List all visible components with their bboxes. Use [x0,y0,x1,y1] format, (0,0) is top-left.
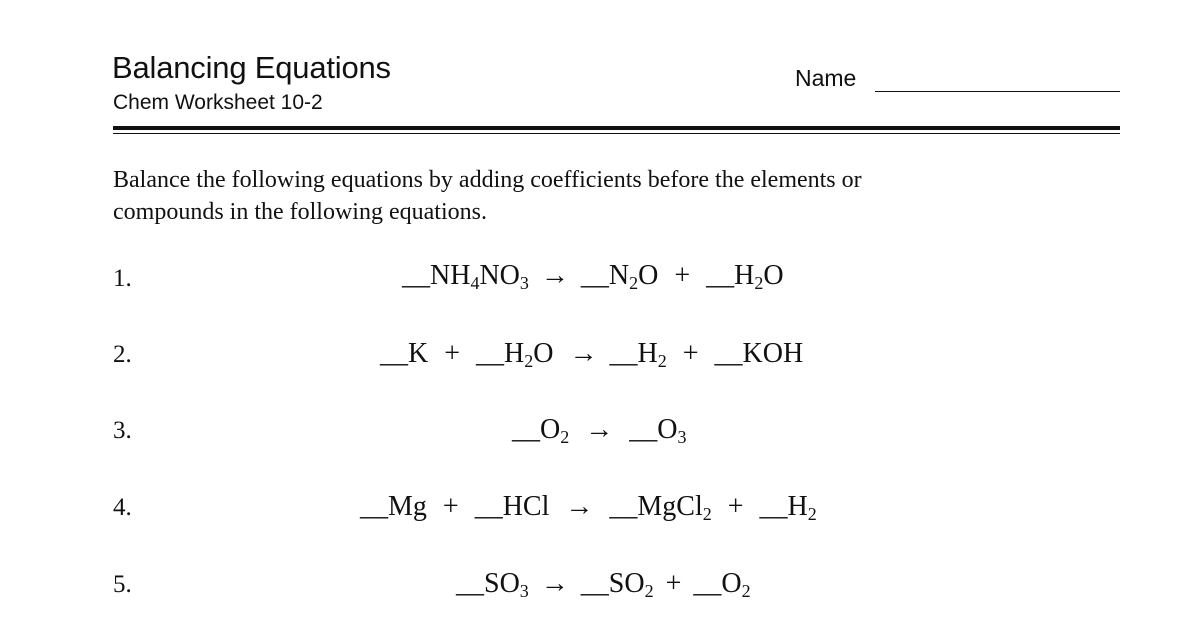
problem-number-5: 5. [113,571,132,598]
problem-number-3: 3. [113,417,132,444]
formula-h2: $H_2$ [637,338,667,371]
coefficient-blank[interactable]: __ [402,260,430,291]
plus-sign: + [727,491,744,522]
coefficient-blank[interactable]: __ [380,338,408,369]
formula-o2: $O_2$ [540,414,570,447]
reaction-arrow: → [540,568,569,599]
reaction-arrow: → [585,414,614,445]
coefficient-blank[interactable]: __ [580,568,609,599]
coefficient-blank[interactable]: __ [693,568,722,599]
coefficient-blank[interactable]: __ [609,491,638,522]
formula-h2o: $H_2O$ [504,338,554,371]
problem-number-4: 4. [113,494,132,521]
plus-sign: + [674,260,691,291]
formula-o3: $O_3$ [657,414,687,447]
worksheet-subtitle: Chem Worksheet 10-2 [113,91,323,114]
reaction-arrow: → [569,338,598,369]
coefficient-blank[interactable]: __ [629,414,658,445]
name-label: Name [795,65,857,91]
coefficient-blank[interactable]: __ [474,491,503,522]
formula-so2: $SO_2$ [608,568,654,601]
coefficient-blank[interactable]: __ [476,338,505,369]
formula-mg: Mg [388,491,427,522]
formula-so3: $SO_3$ [484,568,529,601]
coefficient-blank[interactable]: __ [609,338,638,369]
formula-mgcl2: MgCl$_2$ [637,491,712,524]
formula-hcl: HCl [502,491,550,522]
problem-number-2: 2. [113,341,132,368]
formula-n2o: $N_2O$ [608,260,659,293]
plus-sign: + [682,338,699,369]
coefficient-blank[interactable]: __ [456,568,484,599]
reaction-arrow: → [565,491,594,522]
instructions-line-2: compounds in the following equations. [113,199,487,225]
page-title: Balancing Equations [112,50,391,85]
header-rule-thin [113,133,1120,134]
problem-number-1: 1. [113,265,132,292]
coefficient-blank[interactable]: __ [512,414,540,445]
reaction-arrow: → [540,260,569,291]
formula-koh: KOH [742,338,804,369]
instructions [113,164,1013,228]
formula-nh4no3: $NH_4NO_3$ [430,260,529,293]
formula-o2: $O_2$ [721,568,751,601]
coefficient-blank[interactable]: __ [580,260,609,291]
coefficient-blank[interactable]: __ [360,491,388,522]
plus-sign: + [444,338,461,369]
plus-sign: + [665,568,682,599]
name-blank-line[interactable] [875,91,1120,92]
header-rule-thick [113,126,1120,130]
formula-h2o: $H_2O$ [734,260,784,293]
plus-sign: + [442,491,459,522]
coefficient-blank[interactable]: __ [706,260,735,291]
formula-k: K [408,338,429,369]
formula-h2: $H_2$ [787,491,817,524]
coefficient-blank[interactable]: __ [759,491,788,522]
coefficient-blank[interactable]: __ [714,338,743,369]
instructions-line-1: Balance the following equations by adding coefficients before the elements or [113,167,862,193]
